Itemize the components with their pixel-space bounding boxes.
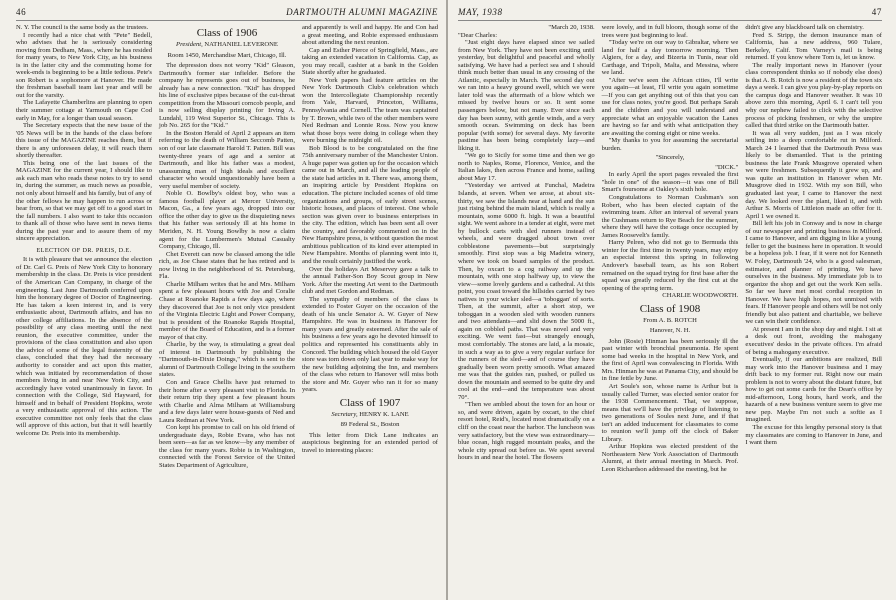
secretary-address: Room 1450, Merchandise Mart, Chicago, Ill.: [167, 51, 287, 59]
left-page-columns: [16, 24, 438, 470]
paragraph: Art Soule's son, whose name is Arthur but is usually called Turner, was elected senior orator for the 1938 Commencement. That, we suppose, means that we'll have the privilege of listening to two generations of Soules next June, and if that isn't an added inducement for classmates to come to reunion we'll jump off the clock of Baker Library.: [601, 382, 739, 443]
paragraph: "After we've seen the African cities, I'll write you again—at least, I'll write you again sometime—If you can get anything out of this that you can use for class notes, you're good. But perhaps Sarah and the children and you will understand and appreciate what an enjoyable vacation the Lanes are having so far and with what anticipation they are awaiting the coming eight or nine weeks.: [601, 76, 739, 137]
paragraph: Con kept his promise to call on his old friend of undergraduate days, Robie Evans, who has not been seen—as far as we know—by any member of the class for many years. Robie is in Washington, connected with the Forest Service of the United States Department of Agriculture,: [159, 424, 295, 469]
paragraph: This letter from Dick Lane indicates an auspicious beginning for an extended period of travel to interesting places:: [302, 431, 438, 454]
paragraph: The Lafayette Chamberlins are planning to open their summer cottage at Yarmouth on Cape Cod early in May, for a longer than usual season.: [16, 99, 152, 122]
running-title: MAY, 1938: [458, 7, 503, 17]
letter-closing: "Sincerely,: [655, 154, 685, 162]
paragraph: "Then we ambled about the town for an hour or so, and were driven, again by oxcart, to the chief resort hotel, Reid's, located most dramatically on a cliff on the coast near the harbor. The luncheon was very satisfactory, but the view was extraordinary—blue ocean, high rugged mountain peaks, and the whole city spread out before us. We spent several hours in and near the hotel. The flowers: [458, 401, 595, 462]
right-page: [448, 0, 896, 600]
secretary-name: NATHANIEL LEVERONE: [204, 41, 278, 48]
paragraph: The really important news in Hanover (your class correspondent thinks so if nobody else does) is that A. B. Rotch is now a resident of the town six days a week. I can give you play-by-play reports on the campus dogs and Hanover weather. It was 10 above zero this morning, April 6. I can't tell you why our nephew failed to click with the selective process of picking freshmen, or why the umpire called that third strike on the Dartmouth batter.: [745, 61, 883, 130]
letter-salutation: "Dear Charles:: [458, 31, 498, 39]
paragraph: Bill left his job in Conway and is now in charge of our newspaper and printing business in Milford. I came to Hanover, and am digging in like a young feller to get the business here in operation. It would be a hopeless job. I fear, if it were not for Kenneth W. Foley, Dartmouth '24, who is a good salesman, estimator, and planner of printing. We have ourselves in the business. My immediate job is to organize the shop and get out the work Ken sells. So far we have met most cordial reception in Hanover. We have high hopes, not unmixed with fears. If Hanover people and others will be not only friendly but also patient and charitable, we believe we can win their confidence.: [745, 220, 883, 326]
paragraph: At present I am in the shop day and night. I sit at a desk out front, avoiding the mahogany executives' desks in the private offices. I'm afraid of being a mahogany executive.: [745, 325, 883, 356]
paragraph: In early April the sport pages revealed the first "hole in one" of the season—it was one of Bill Smart's foursome at Oakley's sixth hole.: [601, 171, 739, 194]
paragraph: In the Boston Herald of April 2 appears an item referring to the death of William Seccomb Patten, son of our late classmate Harold T. Patten. Bill was twenty-three years of age and a senior at Dartmouth, and like his father was a modest, unassuming man of high ideals and excellent character who would unquestionably have been a very useful member of society.: [159, 129, 295, 190]
paragraph: The sympathy of members of the class is extended to Foster Guyer on the occasion of the death of his uncle Senator A. W. Guyer of New Hampshire. He was in business in Hanover for many years and greatly esteemed. After the sale of his business a few years ago he devoted himself to politics and represented his constituents ably in Concord. The building which housed the old Guyer store was torn down only last year to make way for the new building adjoining the Inn, and members of the class who return to Hanover will miss both the store and Mr. Guyer who ran it for so many years.: [302, 295, 438, 394]
paragraph: Fred S. Stripp, the demon insurance man of California, has a new address, 960 Tulare, Berkeley, Calif. Tom Varney's mail is being returned. If you know where Tom is, let us know.: [745, 31, 883, 62]
left-column-1: [16, 24, 152, 470]
paragraph: were lovely, and in full bloom, though some of the trees were just beginning to leaf.: [601, 24, 739, 39]
secretary-line: [302, 411, 438, 419]
paragraph: The depression does not worry "Kid" Gleason, Dartmouth's former star infielder. Before the company he represents goes out of business, he already has a new connection. "Kid" has dropped his line of exclusive pipes because of the cut-throat competition from the Missouri corncob people, and is now selling display printing for Irving A. Lundahl, 119 West Superior St., Chicago. This is job No. 265 for the "Kid.": [159, 62, 295, 130]
right-column-2: [602, 24, 739, 474]
paragraph: Charlie, by the way, is stimulating a great deal of interest in Dartmouth by publishing the "Dartmouth-in-Dixie Doings," which is sent to the alumni of Dartmouth College living in the southern states.: [159, 341, 295, 379]
secretary-line: [159, 41, 295, 49]
letter-date: "March 20, 1938.: [548, 24, 595, 31]
paragraph: N. Y. The council is the same body as the trustees.: [16, 24, 149, 31]
paragraph: "We go to Sicily for some time and then we go north to Naples, Rome, Florence, Venice, and the Italian lakes, then across France and home, sailing about May 17.: [458, 152, 595, 182]
left-page-header: [16, 6, 438, 21]
subheading: ELECTION OF DR. PREIS, D.E.: [36, 246, 132, 254]
paragraph: "Today we're on our way to Gibraltar, where we land for half a day tomorrow morning. Then Algiers, for a day, and Bizerta in Tunis, near old Carthage, and Tripoli, Malta, and Messina, where we land.: [601, 39, 739, 77]
paragraph: This being one of the last issues of the MAGAZINE for the current year, I should like to ask each man who reads these notes to try to send in, during the summer, as much news as possible, not only about himself and his family, but of any of the other fellows he may happen to run across or hear from, so that we may get off to a good start in the fall numbers. I also want to take this occasion to thank all of those who have sent in news items during the past year and to assure them of my sincere appreciation.: [16, 159, 152, 243]
secretary-role: Secretary,: [331, 410, 358, 418]
secretary-address: 89 Federal St., Boston: [340, 421, 400, 429]
paragraph: New York papers had feature articles on the New York Dartmouth Club's celebration which won the Intercollegiate Championship recently from Yale, Harvard, Princeton, Williams, Pennsylvania and Cornell. The team was captained by T. Brown, while two of the other members were Ned Redman and Lonnie Ross. Now you know what those boys were doing in college when they were burning the midnight oil.: [302, 76, 438, 145]
page-number: 47: [871, 7, 882, 17]
right-column-1: [458, 24, 595, 474]
left-column-3: [302, 24, 438, 470]
paragraph: The Secretary expects that the new issue of the '05 News will be in the hands of the class before this issue of the MAGAZINE reaches them, but if there is any unforeseen delay, it will reach them shortly thereafter.: [16, 122, 152, 160]
paragraph: Arthur Hopkins was elected president of the Northeastern New York Association of Dartmouth Alumni, at their annual meeting in March. Prof. Leon Richardson addressed the meeting, but he: [601, 443, 739, 473]
paragraph: "Just eight days have elapsed since we sailed from New York. They have not been exciting until yesterday, but delightful and peaceful and wholly satisfying. We have had a perfect sea and I should think much better than usual in any crossing of the Atlantic, especially in March. The second day out we ran into a heavy ground swell, which we were later told was the aftermath of a blow which we missed by twelve hours or so. It sent some passengers below, but not many. Ever since each day has been sunny, with gentle winds, and a very smooth ocean. Swimming on deck has been popular (with some) for several days. My favorite pastime has been being completely lazy—and liking it.: [458, 39, 595, 152]
paragraph: Chet Everett can now be classed among the idle rich, as Joe Chase states that he has retired and is now living in the neighborhood of St. Petersburg, Fla.: [159, 250, 295, 281]
paragraph: Con and Grace Chellis have just returned to their home after a very pleasant visit to Florida. In their return trip they spent a few pleasant hours with Charlie and Alma Milham at Williamsburg and a few days later were house-guests of Ned and Laura Redman at New York.: [159, 378, 295, 424]
paragraph: Over the holidays Art Meservey gave a talk to the annual Father-Son Boy Scout group in New York. After the meeting Art went to the Dartmouth club and met Gordon and Redman.: [302, 265, 438, 296]
right-page-header: [458, 6, 882, 21]
secretary-role: President,: [176, 41, 203, 48]
paragraph: "Yesterday we arrived at Funchal, Madeira Islands, at seven. When we arose, at about six-thirty, we saw the Islands near at hand and the sun just rising behind the main island, which is really a mountain, some 6000 ft. high. It was a beautiful sight. We went ashore in a tender at eight, were met by bullock carts with sled runners instead of wheels, and were dragged about town over cobblestone pavements—but surprisingly smoothly. First stop was a big Madeira winery, where we took on board samples of the product. Then, by oxcart to a cog railway and up the mountain, with one stop halfway up, to view the view—some lovely gardens and a cathedral. At this point, you coast toward the hillsides carried by two natives in your wicker sled—a 'toboggan' of sorts. Then, at the summit, after a short stop, we toboggan in a wooden sled with wooden runners and two attendants—and slid down the 5000 ft., again on cobbled paths. That was novel and very exciting. We went fast—but strangely enough, most comfortably. The stones are laid, a la mosaic, in such a way as to give a very regular surface for the runners of the sled—and of course they have gradually been worn pretty smooth. What amazed me was that the guides ran, pushed, or pulled us down the mountain and seemed to be quite dry and cool at the end—and the temperature was about 70°.: [458, 182, 595, 401]
paragraph: I recently had a nice chat with "Pete" Bedell, who advises that he is seriously considering moving from Dedham, Mass., where he has resided for many years, to New York City, as his business is in the latter city and the commuting home for week-ends is beginning to be a little tedious. Pete's son Robert is a sophomore at Hanover. He made the freshman baseball team last year and will be out for the varsity.: [16, 31, 152, 99]
paragraph: "My thanks to you for assuming the secretarial burden.: [601, 137, 739, 152]
left-column-2: [159, 24, 295, 470]
paragraph: didn't give any blackboard talk on chemistry.: [745, 24, 864, 31]
class-heading: Class of 1906: [196, 27, 258, 39]
secretary-name: HENRY K. LANE: [359, 410, 409, 418]
paragraph: Noble O. Bowlby's oldest boy, who was a famous football player at Mercer University, Macon, Ga., a few years ago, dropped into our office the other day to give us the disquieting news that his father was seriously ill at his home in Meriden, N. H. Young Bowlby is now a claim agent for the Lumbermen's Mutual Casualty Company, Chicago, Ill.: [159, 190, 295, 251]
letter-signature: "DICK.": [715, 163, 739, 171]
paragraph: and apparently is well and happy. He and Con had a great meeting, and Robie expressed enthusiasm about attending the next reunion.: [302, 24, 438, 47]
paragraph: Bob Blood is to be congratulated on the fine 75th anniversary number of the Manchester Union. A huge paper was gotten up for the occasion which came out in March, and all the leading people of the state had articles in it. There was, among them, an inspiring article by President Hopkins on education. The picture included scenes of old time organizations and groups, of early street scenes, historic houses, and places of interest. One whole section was given over to business enterprises in the city. The edition, which has been sent all over the country, and favorably commented on in the New Hampshire press, is without question the most ambitious publication of its kind ever attempted in New Hampshire. Months of planning went into it, and the result certainly justified the work.: [302, 144, 438, 265]
paragraph: Charlie Milham writes that he and Mrs. Milham spent a few pleasant hours with Joe and Coralie Chase at Roanoke Rapids a few days ago, where they discovered that Joe is not only vice president of the Virginia Electric Light and Power Company, but is president of the Roanoke Rapids Hospital, member of the Board of Education, and is a former mayor of that city.: [159, 280, 295, 341]
class-heading: Class of 1908: [639, 302, 701, 315]
page-number: 46: [16, 7, 27, 17]
secretary-address: Hanover, N. H.: [649, 327, 691, 335]
secretary-line: From A. B. ROTCH: [643, 316, 697, 324]
paragraph: John (Rosie) Hinman has been seriously ill the past winter with bronchial pneumonia. He spent some bad weeks in the hospital in New York, and the first of April was convalescing in Florida. With Mrs. Hinman he was at Panama City, and should be in fine fettle by June.: [601, 337, 739, 383]
right-column-3: [745, 24, 882, 474]
running-title: DARTMOUTH ALUMNI MAGAZINE: [286, 7, 438, 17]
paragraph: It was all very sudden, just as I was nicely settling into a deep comfortable rut in Milford. March 24 I learned that the Dartmouth Press was likely to be dismantled. That is the printing business the late Frank Musgrove operated when we were freshmen. Subsequently it grew up, and was quite an institution in Hanover when Mr. Musgrove died in 1932. With my son Bill, who graduated last year, I came to Hanover the next day. We looked over the plant, liked it, and with Arthur S. Morris of Littleton made an offer for it. April 1 we owned it.: [745, 129, 883, 220]
paragraph: Eventually, if our ambitions are realized, Bill may work into the Hanover business and I may drift back to my former rut. Right now our main problem is not to worry about the distant future, but how to get out some cards for the Dean's office by mid-afternoon, Long hours, hard work, and the hazards of a new business venture seem to give me new pep. Maybe I'm not such a softie as I imagined.: [745, 356, 883, 424]
paragraph: The excuse for this lengthy personal story is that my classmates are coming to Hanover in June, and I want them: [745, 423, 883, 447]
class-heading: Class of 1907: [339, 396, 401, 409]
paragraph: Cap and Esther Pierce of Springfield, Mass., are taking an extended vacation in California. Cap, as you may recall, cashier at a bank in the Golden State shortly after he graduated.: [302, 46, 438, 77]
paragraph: Harry Pelren, who did not go to Bermuda this winter for the first time in twenty years, may enjoy an especial interest this spring in following Andover's baseball team, as his son Robert remained on the squad trying for first base after the squad was greatly reduced by the first cut at the opening of the spring term.: [601, 239, 739, 292]
right-page-columns: [458, 24, 882, 474]
correspondent-signature: CHARLIE WOODWORTH.: [662, 292, 739, 300]
paragraph: Congratulations to Norman Cushman's son Robert, who has been elected captain of the swimming team. After an interval of several years the Cushmans return to Rye Beach for the summer, where they will have the cottage once occupied by James Roosevelt's family.: [601, 194, 739, 239]
left-page: [0, 0, 446, 600]
paragraph: It is with pleasure that we announce the election of Dr. Carl G. Preis of New York City to honorary membership in the class. Dr. Preis is vice president of the American Can Company, in charge of the engineering. Last June Dartmouth conferred upon him the honorary degree of Doctor of Engineering. He has taken a keen interest in, and is very enthusiastic about, Dartmouth affairs, and has no other college affiliations. In the absence of the possibility of any class meeting until the next reunion, the executive committee, under the provisions of the class constitution and also upon the advice of some of the legal fraternity of the class, concluded that they had the necessary authority to consider and act upon this matter, which was initiated by recommendation of those members living in and near New York City, and accordingly have voted unanimously in favor. In connection with the College, Sid Hayward, for himself and in behalf of President Hopkins, wrote a very enthusiastic approval of this action. The executive committee not only feels that the class will approve of this action, but that it will heartily welcome Dr. Preis into its membership.: [16, 256, 152, 437]
